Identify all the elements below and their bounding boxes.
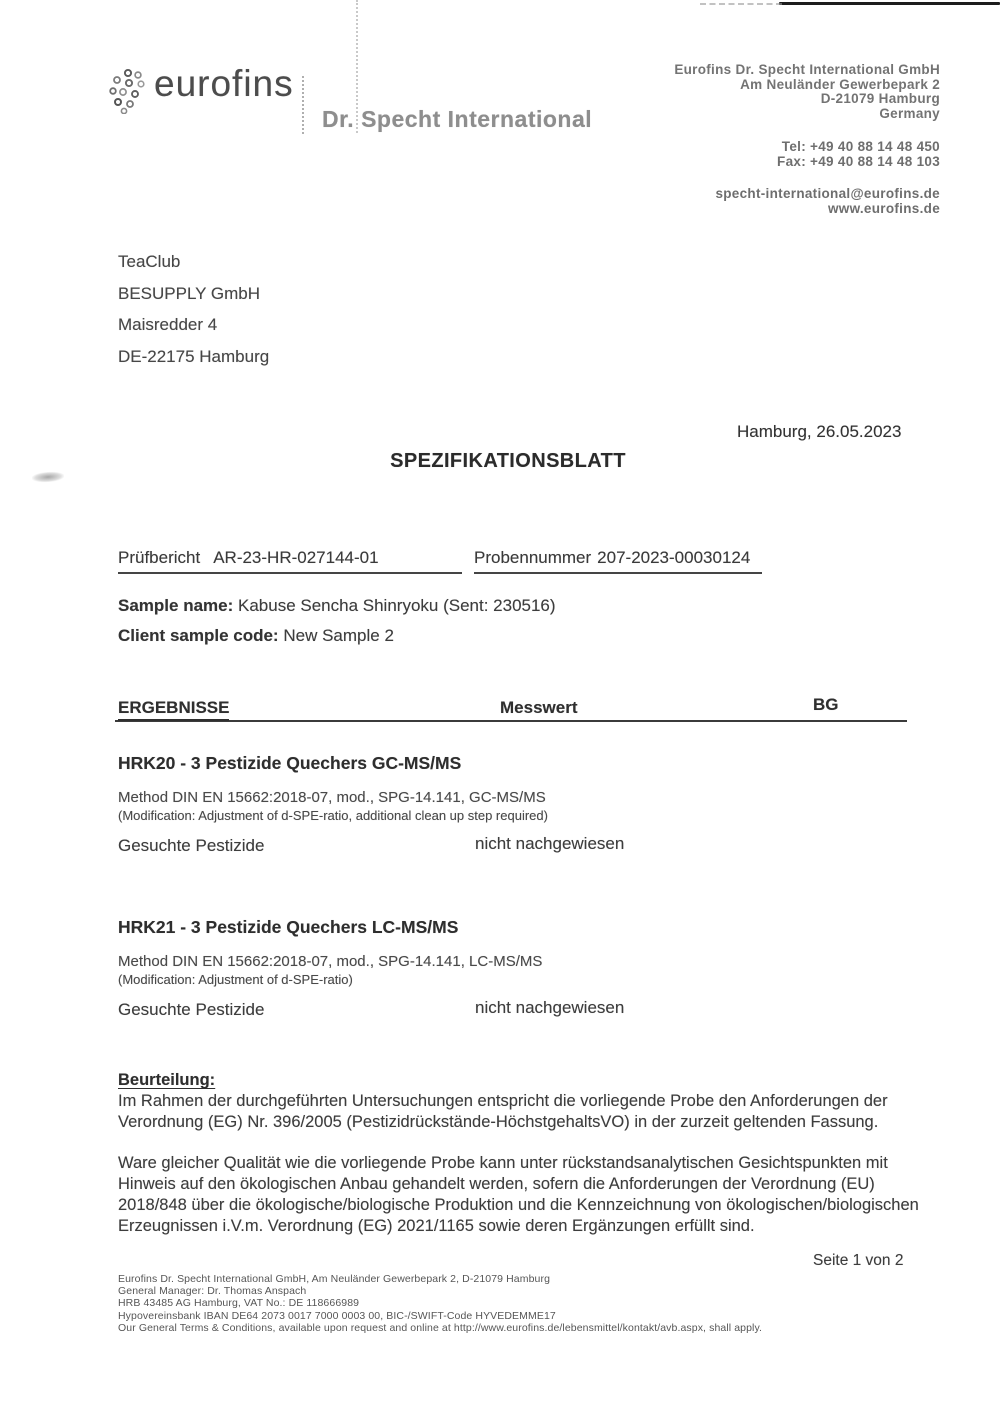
section-modification: (Modification: Adjustment of d-SPE-ratio) <box>118 972 353 987</box>
result-parameter: Gesuchte Pestizide <box>118 836 265 855</box>
page-indicator: Seite 1 von 2 <box>813 1252 904 1269</box>
recipient-line: Maisredder 4 <box>118 315 218 334</box>
assessment-paragraph-2: Ware gleicher Qualität wie die vorliegende Probe kann unter rückstandsanalytischen Gesichtspunkten mit Hinweis auf den ökologischen Anbau gehandelt werden, sofern die Anforderungen der Verordnung (EU) 2018/848 über die ökologische/biologische Produktion und die Kennzeichnung von ökologischen/biologischen Erzeugnissen i.V.m. Verordnung (EG) 2021/1165 sowie deren Ergänzungen erfüllt sind. <box>118 1154 919 1235</box>
result-row <box>118 1000 918 1022</box>
eurofins-logo-icon <box>108 66 150 114</box>
scan-artifact-top-line <box>779 2 1000 5</box>
company-country: Germany <box>879 105 940 121</box>
recipient-line: TeaClub <box>118 252 181 271</box>
company-name: Eurofins Dr. Specht International GmbH <box>674 62 940 77</box>
recipient-line: BESUPPLY GmbH <box>118 283 261 303</box>
client-sample-code-line <box>118 626 394 646</box>
section-heading: HRK21 - 3 Pestizide Quechers LC-MS/MS <box>118 917 459 937</box>
footer-line: HRB 43485 AG Hamburg, VAT No.: DE 118666989 <box>118 1297 360 1310</box>
result-value: nicht nachgewiesen <box>475 998 625 1017</box>
client-sample-code-value: New Sample 2 <box>283 626 394 645</box>
company-street: Am Neuländer Gewerbepark 2 <box>740 76 940 92</box>
tel-line: Tel: +49 40 88 14 48 450 <box>781 139 940 154</box>
company-city: D-21079 Hamburg <box>820 91 940 107</box>
result-row <box>118 836 918 858</box>
scan-artifact-top-dashes <box>700 3 782 5</box>
column-header-ergebnisse: ERGEBNISSE <box>118 698 229 721</box>
sample-name-line <box>118 596 556 616</box>
result-value: nicht nachgewiesen <box>475 834 625 853</box>
recipient-address-block <box>118 246 269 372</box>
brand-name: Dr. Specht International <box>322 106 593 132</box>
footer-line: General Manager: Dr. Thomas Anspach <box>118 1285 307 1298</box>
sample-name-label: Sample name: <box>118 596 234 615</box>
result-parameter: Gesuchte Pestizide <box>118 1000 265 1019</box>
footer-line: Hypovereinsbank IBAN DE64 2073 0017 7000 0003 00, BIC-/SWIFT-Code HYVEDEMME17 <box>118 1309 556 1322</box>
sample-name-value: Kabuse Sencha Shinryoku (Sent: 230516) <box>238 596 556 615</box>
client-sample-code-label: Client sample code: <box>118 626 279 645</box>
eurofins-logo <box>108 64 294 114</box>
column-header-messwert: Messwert <box>500 698 578 717</box>
report-label: Prüfbericht <box>118 548 201 567</box>
sample-reference <box>474 548 762 574</box>
section-heading: HRK20 - 3 Pestizide Quechers GC-MS/MS <box>118 753 462 773</box>
website-line: www.eurofins.de <box>827 201 940 216</box>
contact-block <box>540 186 940 216</box>
sample-number: 207-2023-00030124 <box>597 548 751 567</box>
recipient-line: DE-22175 Hamburg <box>118 346 270 366</box>
assessment-heading: Beurteilung: <box>118 1071 216 1089</box>
eurofins-logo-text: eurofins <box>154 63 294 104</box>
email-line: specht-international@eurofins.de <box>715 186 940 201</box>
report-number: AR-23-HR-027144-01 <box>213 548 379 567</box>
fax-line: Fax: +49 40 88 14 48 103 <box>777 154 940 169</box>
telfax-block <box>540 139 940 169</box>
footer-line: Eurofins Dr. Specht International GmbH, Am Neuländer Gewerbepark 2, D-21079 Hamburg <box>118 1273 551 1285</box>
result-section-hrk20 <box>118 753 918 858</box>
page-title: SPEZIFIKATIONSBLATT <box>390 450 626 472</box>
section-method: Method DIN EN 15662:2018-07, mod., SPG-14.141, GC-MS/MS <box>118 789 546 806</box>
section-modification: (Modification: Adjustment of d-SPE-ratio, additional clean up step required) <box>118 808 548 823</box>
date-line: Hamburg, 26.05.2023 <box>737 422 902 441</box>
document-footer <box>118 1273 878 1334</box>
logo-divider <box>302 76 304 134</box>
section-method: Method DIN EN 15662:2018-07, mod., SPG-14.141, LC-MS/MS <box>118 953 543 970</box>
assessment-paragraph-1: Im Rahmen der durchgeführten Untersuchungen entspricht die vorliegende Probe den Anforderungen der Verordnung (EG) Nr. 396/2005 (Pestizidrückstände-HöchstgehaltsVO) in der zurzeit geltenden Fassung. <box>118 1092 888 1131</box>
result-section-hrk21 <box>118 917 918 1022</box>
column-header-bg: BG <box>813 695 839 714</box>
assessment-section <box>118 1071 932 1237</box>
report-reference <box>118 548 462 574</box>
sample-number-label: Probennummer <box>474 548 592 567</box>
results-table-header <box>115 695 907 722</box>
footer-line: Our General Terms & Conditions, available upon request and online at http://www.eurofins.de/lebensmittel/kontakt/avb.aspx, shall apply. <box>118 1321 763 1334</box>
company-address-block <box>540 63 940 121</box>
